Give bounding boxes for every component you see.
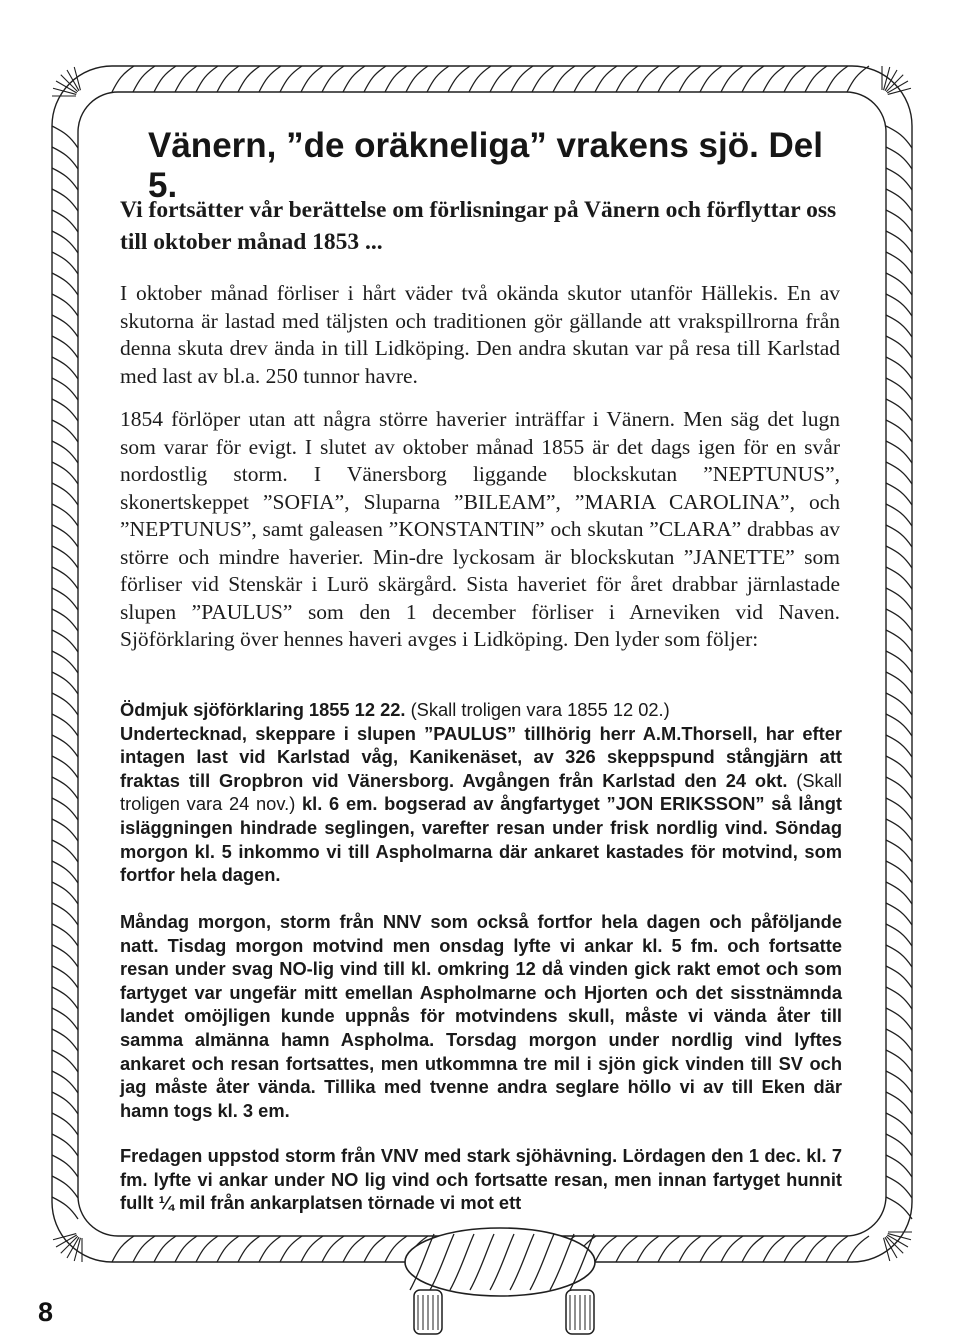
declaration-paragraph-2: Måndag morgon, storm från NNV som också fortfor hela dagen och påföljande natt. Tisdag morgon motvind men onsdag lyfte vi ankar kl. 5 fm. och fortsatte resan under svag NO-lig vind till kl. omkring 12 då vinden gick rakt emot och som fartyget var ungefär mitt emellan Aspholmarne och Hjorten och det sisstnämnda landet omöjligen kunde uppnås för motvindens skull, måste vi vända åter till samma almänna hamn Aspholma. Torsdag morgon under nordlig vind lyftes ankaret och resan fortsattes, men utkommna tre mil i sjön gick vinden till SV och jag måste åter vända. Tillika med tvenne andra seglare höllo vi av till Eken där hamn togs kl. 3 em. <box>120 911 842 1121</box>
declaration-text-1a: Undertecknad, skeppare i slupen ”PAULUS” tillhörig herr A.M.Thorsell, har efter intagen last vid Karlstad våg, Kanikenäset, av 326 skeppspund stångjärn att fraktas till Gropbron vid Vänersborg. Avgången från Karlstad den 24 okt. <box>120 722 842 791</box>
intro-paragraph: Vi fortsätter vår berättelse om förlisningar på Vänern och förflyttar oss till oktober månad 1853 ... <box>120 197 837 255</box>
declaration-text-1b: kl. 6 em. bogserad av ångfartyget ”JON ERIKSSON” så långt isläggningen hindrade seglingen, varefter resan under frisk nordlig vind. Söndag morgon kl. 5 inkommo vi till Aspholmarna där ankaret kastades för motvind, som fortfor hela dagen. <box>120 793 842 886</box>
body-paragraph-1: I oktober månad förliser i hårt väder två okända skutor utanför Hällekis. En av skutorna är lastad med täljsten och traditionen gör gällande att vrakspillrorna från denna skuta drev ända in till Lidköping. Den andra skutan var på resa till Karlstad med last av bl.a. 250 tunnor havre. <box>120 281 840 388</box>
page-number: 8 <box>38 1297 54 1327</box>
declaration-paragraph-1 <box>120 698 842 887</box>
declaration-note-1: (Skall troligen vara 24 nov.) <box>120 769 842 815</box>
article-title: Vänern, ”de oräkneliga” vrakens sjö. Del 5. <box>148 126 823 205</box>
declaration-heading: Ödmjuk sjöförklaring 1855 12 22. <box>120 699 406 720</box>
body-paragraph-2: 1854 förlöper utan att några större haverier inträffar i Vänern. Men säg det lugn som varar för evigt. I slutet av oktober månad 1855 är det dags igen för en svår nordostlig storm. I Vänersborg liggande blockskutan ”NEPTUNUS”, skonertskeppet ”SOFIA”, Sluparna ”BILEAM”, ”MARIA CAROLINA”, och ”NEPTUNUS”, samt galeasen ”KONSTANTIN” och skutan ”CLARA” drabbas av större och mindre haverier. Min-dre lyckosam är blockskutan ”JANETTE” som förliser vid Stenskär i Lurö skärgård. Sista haveriet för året drabbar järnlastade slupen ”PAULUS” som den 1 december förliser i Arneviken vid Naven. Sjöförklaring över hennes haveri avges i Lidköping. Den lyder som följer: <box>120 407 840 651</box>
declaration-heading-note: (Skall troligen vara 1855 12 02.) <box>405 699 670 720</box>
declaration-paragraph-3: Fredagen uppstod storm från VNV med stark sjöhävning. Lördagen den 1 dec. kl. 7 fm. lyfte vi ankar under NO lig vind och fortsatte resan, men innan fartyget hunnit fullt ¼ mil från ankarplatsen törnade vi mot ett <box>120 1145 842 1214</box>
